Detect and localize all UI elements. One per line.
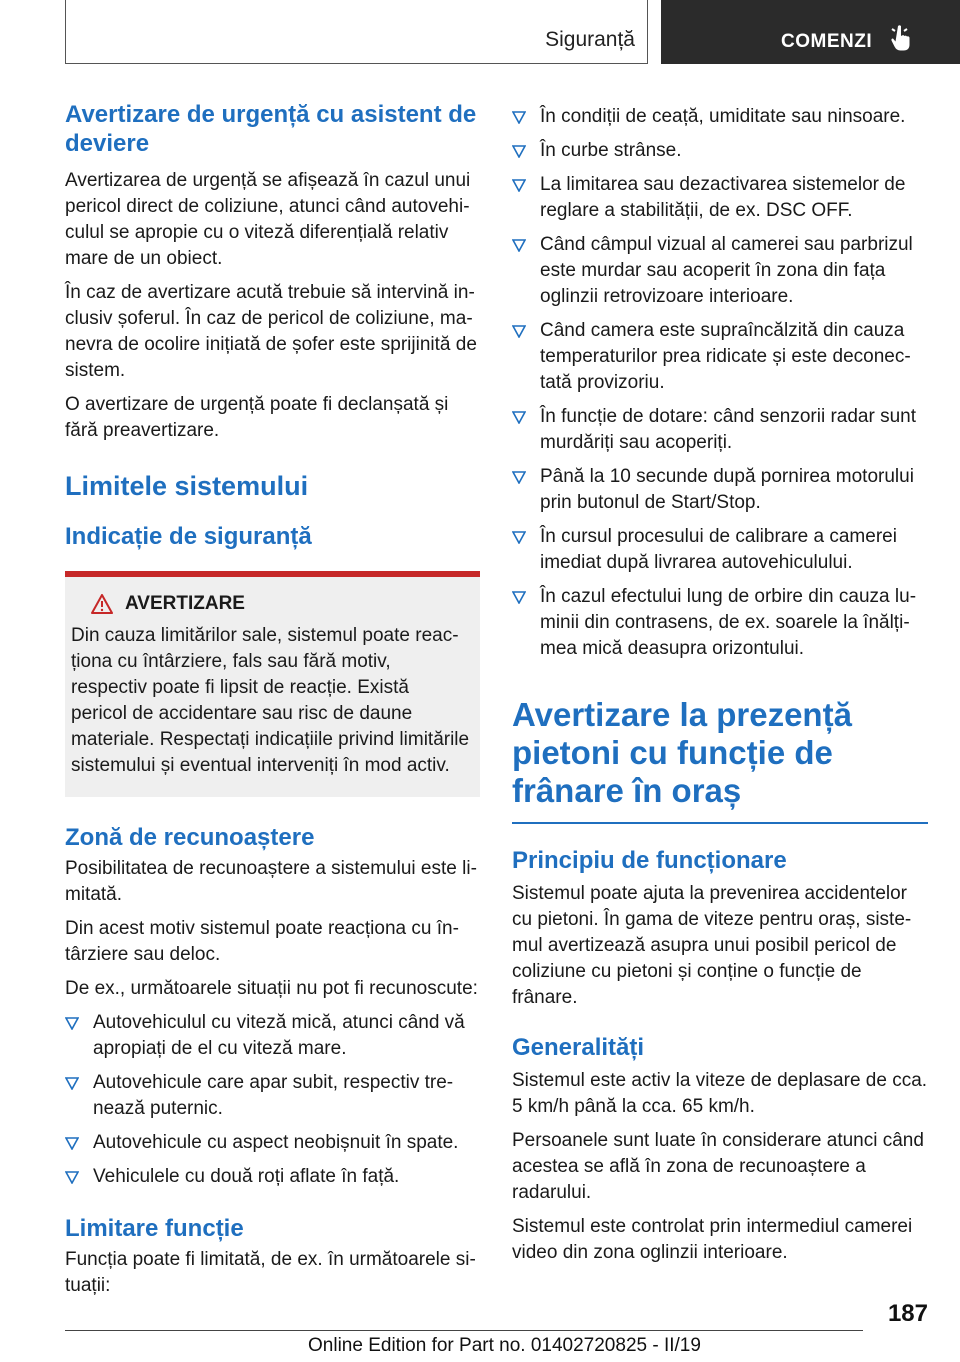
- paragraph: Funcția poate fi limitată, de ex. în următoarele situații:: [65, 1249, 476, 1296]
- right-column: [512, 100, 928, 1266]
- warning-text: Din cauza limitărilor sale, sistemul poate reacționa cu întârziere, fals sau fără motiv, respectiv poate fi lipsit de reacție. Există pericol de accidentare sau risc de daune materiale. Respectați indicațiile privind limitările sistemului și eventual interveniți în mod activ.: [71, 625, 470, 776]
- triangle-bullet-icon: [512, 531, 526, 544]
- paragraph: Posibilitatea de recunoaștere a sistemului este limitată.: [65, 858, 477, 905]
- list-item: În condiții de ceață, umiditate sau ninsoare.: [512, 104, 928, 130]
- paragraph: Avertizarea de urgență se afișează în cazul unui pericol direct de coliziune, atunci când autovehiculul se apropie cu o viteză diferențială relativ mare de un obiect.: [65, 170, 471, 269]
- limitations-list: [512, 104, 928, 662]
- heading-indicatie-siguranta: Indicație de siguranță: [65, 523, 312, 550]
- list-item: Când camera este supraîncălzită din cauza temperaturilor prea ridicate și este deconectată provizoriu.: [512, 318, 928, 396]
- heading-avertizare-pietoni: Avertizare la prezență pietoni cu funcție de frânare în oraș: [512, 696, 852, 809]
- tab-comenzi-label: COMENZI: [781, 31, 873, 52]
- paragraph: De ex., următoarele situații nu pot fi recunoscute:: [65, 978, 478, 999]
- warning-box: [65, 571, 480, 797]
- heading-rule: [512, 822, 928, 824]
- paragraph: În caz de avertizare acută trebuie să intervină inclusiv șoferul. În caz de pericol de coliziune, manevra de ocolire inițiată de șofer este sprijinită de sistem.: [65, 282, 477, 381]
- paragraph: Sistemul poate ajuta la prevenirea accidentelor cu pietoni. În gama de viteze pentru oraș, sistemul avertizează asupra unui posibil pericol de coliziune cu pietoni și conține o funcție de frânare.: [512, 883, 912, 1008]
- triangle-bullet-icon: [65, 1137, 79, 1150]
- paragraph: Sistemul este controlat prin intermediul camerei video din zona oglinzii interioare.: [512, 1216, 913, 1263]
- paragraph: Sistemul este activ la viteze de deplasare de cca. 5 km/h până la cca. 65 km/h.: [512, 1070, 928, 1117]
- triangle-bullet-icon: [512, 145, 526, 158]
- warning-title-text: AVERTIZARE: [125, 593, 245, 614]
- heading-principiu-functionare: Principiu de funcționare: [512, 847, 787, 874]
- triangle-bullet-icon: [65, 1017, 79, 1030]
- triangle-bullet-icon: [65, 1171, 79, 1184]
- heading-limitele-sistemului: Limitele sistemului: [65, 471, 309, 501]
- page-number: 187: [887, 1300, 928, 1327]
- heading-limitare-functie: Limitare funcție: [65, 1215, 244, 1242]
- triangle-bullet-icon: [512, 471, 526, 484]
- list-item: În curbe strânse.: [512, 138, 928, 164]
- list-item: Până la 10 secunde după pornirea motorului prin butonul de Start/Stop.: [512, 464, 928, 516]
- section-title: Siguranță: [545, 28, 635, 51]
- triangle-bullet-icon: [65, 1077, 79, 1090]
- pointing-hand-icon: [891, 24, 913, 57]
- list-item: Autovehicule care apar subit, respectiv trenează puternic.: [65, 1070, 480, 1122]
- triangle-bullet-icon: [512, 591, 526, 604]
- list-item: Autovehiculul cu viteză mică, atunci când vă apropiați de el cu viteză mare.: [65, 1010, 480, 1062]
- heading-zona-recunoastere: Zonă de recunoaștere: [65, 824, 315, 851]
- list-item: Când câmpul vizual al camerei sau parbrizul este murdar sau acoperit în zona din fața oglinzii retrovizoare interioare.: [512, 232, 928, 310]
- list-item: Vehiculele cu două roți aflate în față.: [65, 1164, 480, 1190]
- list-item: Autovehicule cu aspect neobișnuit în spate.: [65, 1130, 480, 1156]
- tab-comenzi[interactable]: [661, 0, 960, 64]
- list-item: La limitarea sau dezactivarea sistemelor de reglare a stabilității, de ex. DSC OFF.: [512, 172, 928, 224]
- list-item: În funcție de dotare: când senzorii radar sunt murdăriți sau acoperiți.: [512, 404, 928, 456]
- paragraph: O avertizare de urgență poate fi declanșată și fără preavertizare.: [65, 394, 449, 441]
- heading-generalitati: Generalități: [512, 1034, 645, 1061]
- warning-triangle-icon: [91, 594, 113, 614]
- situations-list: [65, 1010, 480, 1190]
- list-item: În cazul efectului lung de orbire din cauza luminii din contrasens, de ex. soarele la înălțimea mică deasupra orizontului.: [512, 584, 928, 662]
- paragraph: Persoanele sunt luate în considerare atunci când acestea se află în zona de recunoaștere a radarului.: [512, 1130, 924, 1203]
- left-column: [65, 100, 480, 1299]
- paragraph: Din acest motiv sistemul poate reacționa cu întârziere sau deloc.: [65, 918, 459, 965]
- list-item: În cursul procesului de calibrare a camerei imediat după livrarea autovehiculului.: [512, 524, 928, 576]
- triangle-bullet-icon: [512, 111, 526, 124]
- footer-edition: Online Edition for Part no. 01402720825 - II/19: [308, 1335, 701, 1356]
- warning-title: [91, 593, 470, 615]
- triangle-bullet-icon: [512, 411, 526, 424]
- triangle-bullet-icon: [512, 179, 526, 192]
- heading-avertizare-urgenta: Avertizare de urgență cu asistent de deviere: [65, 101, 477, 157]
- footer-rule: [65, 1330, 863, 1331]
- triangle-bullet-icon: [512, 325, 526, 338]
- triangle-bullet-icon: [512, 239, 526, 252]
